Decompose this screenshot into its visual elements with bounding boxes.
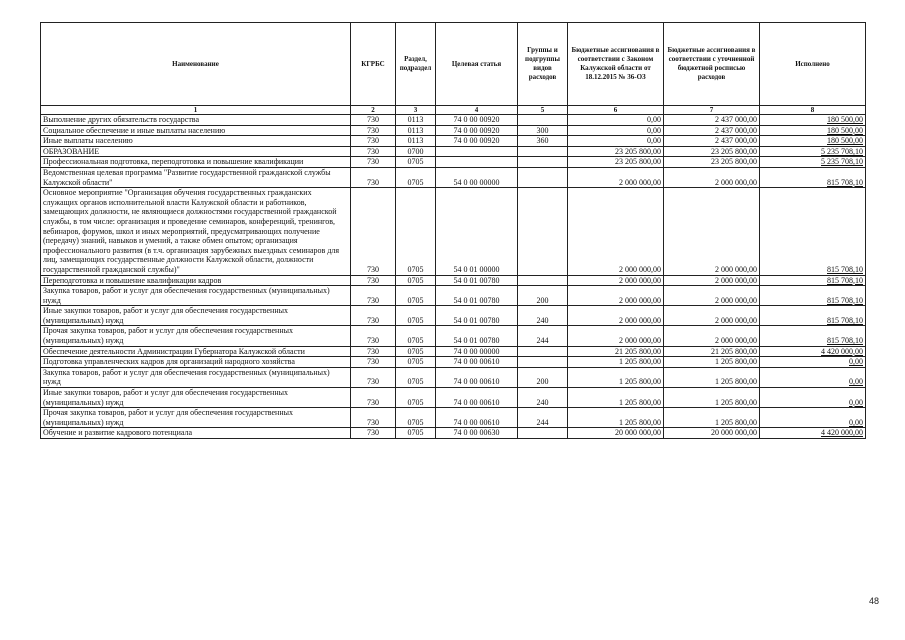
row-group xyxy=(518,428,568,439)
row-name: Иные закупки товаров, работ и услуг для обеспечения государственных (муниципальных) нужд xyxy=(41,388,351,408)
column-number: 3 xyxy=(396,106,436,115)
row-executed: 0,00 xyxy=(760,388,866,408)
row-law: 0,00 xyxy=(568,136,664,147)
row-refined: 1 205 800,00 xyxy=(664,408,760,428)
header-section: Раздел, подраздел xyxy=(396,23,436,106)
table-row xyxy=(41,136,866,147)
row-target: 74 0 00 00000 xyxy=(436,346,518,357)
row-section: 0705 xyxy=(396,157,436,168)
row-name: Иные закупки товаров, работ и услуг для обеспечения государственных (муниципальных) нужд xyxy=(41,306,351,326)
column-number: 5 xyxy=(518,106,568,115)
row-kgrbs: 730 xyxy=(351,146,396,157)
row-section: 0113 xyxy=(396,136,436,147)
row-name: Выполнение других обязательств государства xyxy=(41,115,351,126)
row-law: 0,00 xyxy=(568,125,664,136)
header-groups: Группы и подгруппы видов расходов xyxy=(518,23,568,106)
column-number: 1 xyxy=(41,106,351,115)
row-target: 54 0 01 00000 xyxy=(436,188,518,275)
row-group: 200 xyxy=(518,286,568,306)
row-executed: 5 235 708,10 xyxy=(760,146,866,157)
table-row xyxy=(41,286,866,306)
header-refined: Бюджетные ассигнования в соответствии с уточненной бюджетной росписью расходов xyxy=(664,23,760,106)
row-law: 2 000 000,00 xyxy=(568,306,664,326)
row-name: Профессиональная подготовка, переподготовка и повышение квалификации xyxy=(41,157,351,168)
row-refined: 20 000 000,00 xyxy=(664,428,760,439)
row-name: Иные выплаты населению xyxy=(41,136,351,147)
row-kgrbs: 730 xyxy=(351,428,396,439)
row-name: Ведомственная целевая программа "Развитие государственной гражданской службы Калужской области" xyxy=(41,167,351,187)
row-kgrbs: 730 xyxy=(351,408,396,428)
header-row xyxy=(41,23,866,106)
row-name: Основное мероприятие "Организация обучения государственных гражданских служащих органов исполнительной власти Калужской области и работников, замещающих должности, не являющиеся должностями государственной гражданской службы, в том числе: организация и проведение семинаров, конференций, тренингов, вебинаров, форумов, школ и иных мероприятий, предусматривающих получение (передачу) знаний, навыков и умений, а также обмен опытом; организация профессионального развития (в т.ч. организация зарубежных выездных семинаров для лиц, замещающих государственные должности Калужской области, должности государственной гражданской службы)" xyxy=(41,188,351,275)
row-target xyxy=(436,146,518,157)
row-section: 0700 xyxy=(396,146,436,157)
row-section: 0705 xyxy=(396,167,436,187)
row-name: Социальное обеспечение и иные выплаты населению xyxy=(41,125,351,136)
row-section: 0113 xyxy=(396,125,436,136)
row-law: 1 205 800,00 xyxy=(568,367,664,387)
table-row xyxy=(41,326,866,346)
table-row xyxy=(41,188,866,275)
budget-sheet xyxy=(40,22,866,439)
row-target: 74 0 00 00920 xyxy=(436,136,518,147)
row-group: 200 xyxy=(518,367,568,387)
row-law: 21 205 800,00 xyxy=(568,346,664,357)
row-name: Переподготовка и повышение квалификации кадров xyxy=(41,275,351,286)
row-executed: 815 708,10 xyxy=(760,286,866,306)
row-refined: 1 205 800,00 xyxy=(664,388,760,408)
row-name: ОБРАЗОВАНИЕ xyxy=(41,146,351,157)
row-name: Прочая закупка товаров, работ и услуг для обеспечения государственных (муниципальных) нужд xyxy=(41,408,351,428)
row-law: 1 205 800,00 xyxy=(568,408,664,428)
row-refined: 2 000 000,00 xyxy=(664,167,760,187)
row-executed: 815 708,10 xyxy=(760,167,866,187)
row-law: 2 000 000,00 xyxy=(568,286,664,306)
row-executed: 4 420 000,00 xyxy=(760,428,866,439)
row-executed: 180 500,00 xyxy=(760,125,866,136)
row-refined: 2 437 000,00 xyxy=(664,115,760,126)
row-law: 0,00 xyxy=(568,115,664,126)
row-section: 0705 xyxy=(396,188,436,275)
row-executed: 5 235 708,10 xyxy=(760,157,866,168)
row-law: 2 000 000,00 xyxy=(568,167,664,187)
row-group: 240 xyxy=(518,306,568,326)
row-section: 0705 xyxy=(396,346,436,357)
row-law: 20 000 000,00 xyxy=(568,428,664,439)
row-law: 2 000 000,00 xyxy=(568,188,664,275)
table-row xyxy=(41,428,866,439)
row-name: Закупка товаров, работ и услуг для обеспечения государственных (муниципальных) нужд xyxy=(41,286,351,306)
row-group xyxy=(518,167,568,187)
row-refined: 1 205 800,00 xyxy=(664,357,760,368)
row-group xyxy=(518,157,568,168)
table-row xyxy=(41,346,866,357)
row-group: 244 xyxy=(518,408,568,428)
row-law: 1 205 800,00 xyxy=(568,388,664,408)
row-kgrbs: 730 xyxy=(351,125,396,136)
row-target: 74 0 00 00920 xyxy=(436,125,518,136)
row-group xyxy=(518,146,568,157)
row-kgrbs: 730 xyxy=(351,286,396,306)
row-refined: 2 000 000,00 xyxy=(664,275,760,286)
row-kgrbs: 730 xyxy=(351,136,396,147)
row-target: 74 0 00 00630 xyxy=(436,428,518,439)
row-law: 2 000 000,00 xyxy=(568,275,664,286)
row-kgrbs: 730 xyxy=(351,367,396,387)
row-kgrbs: 730 xyxy=(351,346,396,357)
row-kgrbs: 730 xyxy=(351,388,396,408)
row-section: 0705 xyxy=(396,286,436,306)
row-section: 0705 xyxy=(396,388,436,408)
table-row xyxy=(41,367,866,387)
row-kgrbs: 730 xyxy=(351,188,396,275)
row-refined: 2 000 000,00 xyxy=(664,326,760,346)
row-section: 0705 xyxy=(396,408,436,428)
header-executed: Исполнено xyxy=(760,23,866,106)
table-row xyxy=(41,275,866,286)
table-row xyxy=(41,388,866,408)
table-row xyxy=(41,157,866,168)
row-executed: 0,00 xyxy=(760,367,866,387)
row-group: 244 xyxy=(518,326,568,346)
row-kgrbs: 730 xyxy=(351,167,396,187)
row-target: 74 0 00 00920 xyxy=(436,115,518,126)
row-group xyxy=(518,115,568,126)
row-executed: 180 500,00 xyxy=(760,136,866,147)
header-kgrbs: КГРБС xyxy=(351,23,396,106)
row-section: 0705 xyxy=(396,428,436,439)
page-number: 48 xyxy=(868,596,879,606)
header-law: Бюджетные ассигнования в соответствии с Законом Калужской области от 18.12.2015 № 36-ОЗ xyxy=(568,23,664,106)
row-refined: 2 000 000,00 xyxy=(664,286,760,306)
column-number: 8 xyxy=(760,106,866,115)
row-executed: 4 420 000,00 xyxy=(760,346,866,357)
column-number: 2 xyxy=(351,106,396,115)
row-executed: 0,00 xyxy=(760,408,866,428)
row-section: 0705 xyxy=(396,306,436,326)
column-number: 6 xyxy=(568,106,664,115)
row-law: 1 205 800,00 xyxy=(568,357,664,368)
table-row xyxy=(41,125,866,136)
row-refined: 23 205 800,00 xyxy=(664,157,760,168)
row-section: 0113 xyxy=(396,115,436,126)
row-executed: 815 708,10 xyxy=(760,306,866,326)
row-kgrbs: 730 xyxy=(351,115,396,126)
row-section: 0705 xyxy=(396,357,436,368)
row-kgrbs: 730 xyxy=(351,306,396,326)
table-row xyxy=(41,357,866,368)
row-group: 300 xyxy=(518,125,568,136)
row-section: 0705 xyxy=(396,326,436,346)
table-row xyxy=(41,306,866,326)
row-target: 74 0 00 00610 xyxy=(436,367,518,387)
row-target xyxy=(436,157,518,168)
row-target: 54 0 01 00780 xyxy=(436,286,518,306)
header-name: Наименование xyxy=(41,23,351,106)
row-target: 54 0 01 00780 xyxy=(436,326,518,346)
row-name: Прочая закупка товаров, работ и услуг для обеспечения государственных (муниципальных) нужд xyxy=(41,326,351,346)
row-refined: 2 000 000,00 xyxy=(664,306,760,326)
row-name: Подготовка управленческих кадров для организаций народного хозяйства xyxy=(41,357,351,368)
row-target: 74 0 00 00610 xyxy=(436,388,518,408)
row-target: 54 0 01 00780 xyxy=(436,306,518,326)
row-name: Обеспечение деятельности Администрации Губернатора Калужской области xyxy=(41,346,351,357)
row-executed: 815 708,10 xyxy=(760,326,866,346)
row-executed: 0,00 xyxy=(760,357,866,368)
column-number: 7 xyxy=(664,106,760,115)
column-number: 4 xyxy=(436,106,518,115)
row-executed: 815 708,10 xyxy=(760,275,866,286)
row-group: 360 xyxy=(518,136,568,147)
row-name: Закупка товаров, работ и услуг для обеспечения государственных (муниципальных) нужд xyxy=(41,367,351,387)
column-number-row xyxy=(41,106,866,115)
row-kgrbs: 730 xyxy=(351,275,396,286)
row-refined: 21 205 800,00 xyxy=(664,346,760,357)
row-executed: 180 500,00 xyxy=(760,115,866,126)
header-target: Целевая статья xyxy=(436,23,518,106)
row-law: 23 205 800,00 xyxy=(568,146,664,157)
row-section: 0705 xyxy=(396,367,436,387)
row-refined: 2 437 000,00 xyxy=(664,125,760,136)
row-law: 23 205 800,00 xyxy=(568,157,664,168)
table-row xyxy=(41,115,866,126)
row-refined: 23 205 800,00 xyxy=(664,146,760,157)
row-target: 54 0 01 00780 xyxy=(436,275,518,286)
row-kgrbs: 730 xyxy=(351,326,396,346)
row-kgrbs: 730 xyxy=(351,157,396,168)
row-refined: 2 437 000,00 xyxy=(664,136,760,147)
row-refined: 2 000 000,00 xyxy=(664,188,760,275)
table-row xyxy=(41,146,866,157)
row-group xyxy=(518,357,568,368)
row-law: 2 000 000,00 xyxy=(568,326,664,346)
table-row xyxy=(41,167,866,187)
row-refined: 1 205 800,00 xyxy=(664,367,760,387)
row-section: 0705 xyxy=(396,275,436,286)
row-name: Обучение и развитие кадрового потенциала xyxy=(41,428,351,439)
row-executed: 815 708,10 xyxy=(760,188,866,275)
row-kgrbs: 730 xyxy=(351,357,396,368)
row-group xyxy=(518,275,568,286)
row-group xyxy=(518,188,568,275)
budget-table xyxy=(40,22,866,439)
row-target: 54 0 00 00000 xyxy=(436,167,518,187)
row-group xyxy=(518,346,568,357)
row-group: 240 xyxy=(518,388,568,408)
row-target: 74 0 00 00610 xyxy=(436,408,518,428)
table-row xyxy=(41,408,866,428)
row-target: 74 0 00 00610 xyxy=(436,357,518,368)
